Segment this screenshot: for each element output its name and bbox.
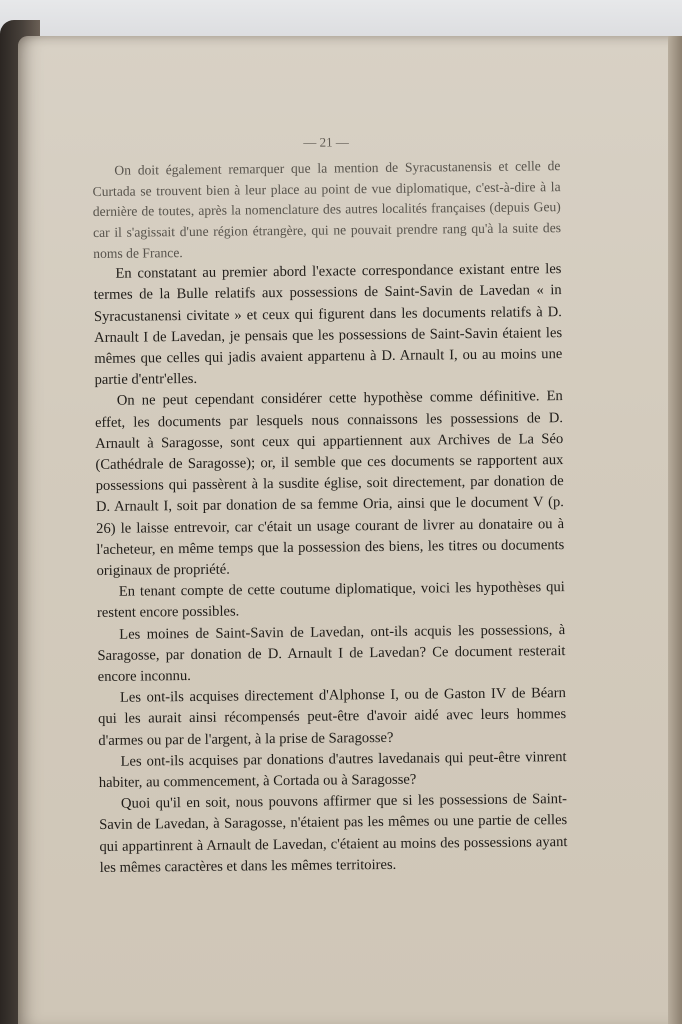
paragraph: Les moines de Saint-Savin de Lavedan, ont-ils acquis les possessions, à Saragosse, par donation de D. Arnault I de Lavedan? Ce document resterait encore inconnu.	[97, 621, 566, 686]
page-text	[92, 129, 568, 879]
paragraph: On doit également remarquer que la mention de Syracustanensis et celle de Curtada se trouvent bien à leur place au point de vue diplomatique, c'est-à-dire à la dernière de toutes, après la nomenclature des autres localités françaises (depuis Geu) car il s'agissait d'une région étrangère, qui ne pouvait prendre rang qu'à la suite des noms de France.	[92, 158, 562, 261]
paragraph: En tenant compte de cette coutume diplomatique, voici les hypothèses qui restent encore possibles.	[96, 579, 565, 622]
page-number: — 21 —	[303, 134, 349, 150]
paragraph: Les ont-ils acquises directement d'Alphonse I, ou de Gaston IV de Béarn qui les aurait ainsi récompensés peut-être d'avoir aidé avec leurs hommes d'armes ou par de l'argent, à la prise de Saragosse?	[98, 685, 567, 749]
paragraph: Quoi qu'il en soit, nous pouvons affirmer que si les possessions de Saint-Savin de Lavedan, à Saragosse, n'étaient pas les mêmes ou une partie de celles qui appartinrent à Arnault de Lavedan, c'étaient au moins des possessions ayant les mêmes caractères et dans les mêmes territoires.	[99, 791, 568, 876]
page-edge	[668, 36, 682, 1024]
paragraph: En constatant au premier abord l'exacte correspondance existant entre les termes de la Bulle relatifs aux possessions de Saint-Savin de Lavedan « in Syracustanensi civitate » et ceux qui figurent dans les documents relatifs à D. Arnault I de Lavedan, je pensais que les possessions de Saint-Savin étaient les mêmes que celles qui jadis avaient appartenu à D. Arnault I, ou au moins une partie d'entr'elles.	[93, 261, 563, 389]
paragraph: Les ont-ils acquises par donations d'autres lavedanais qui peut-être vinrent habiter, au commencement, à Cortada ou à Saragosse?	[98, 748, 567, 792]
paragraph: On ne peut cependant considérer cette hypothèse comme définitive. En effet, les documents par lesquels nous connaissons les possessions de D. Arnault à Saragosse, sont ceux qui appartiennent aux Archives de La Séo (Cathédrale de Saragosse); or, il semble que ces documents se rapportent aux possessions qui passèrent à la susdite église, soit directement, par donation de D. Arnault I, soit par donation de sa femme Oria, ainsi que le document V (p. 26) le laisse entrevoir, car c'était un usage courant de livrer au donataire ou à l'acheteur, en même temps que la possession des biens, les titres ou documents originaux de propriété.	[94, 388, 565, 579]
